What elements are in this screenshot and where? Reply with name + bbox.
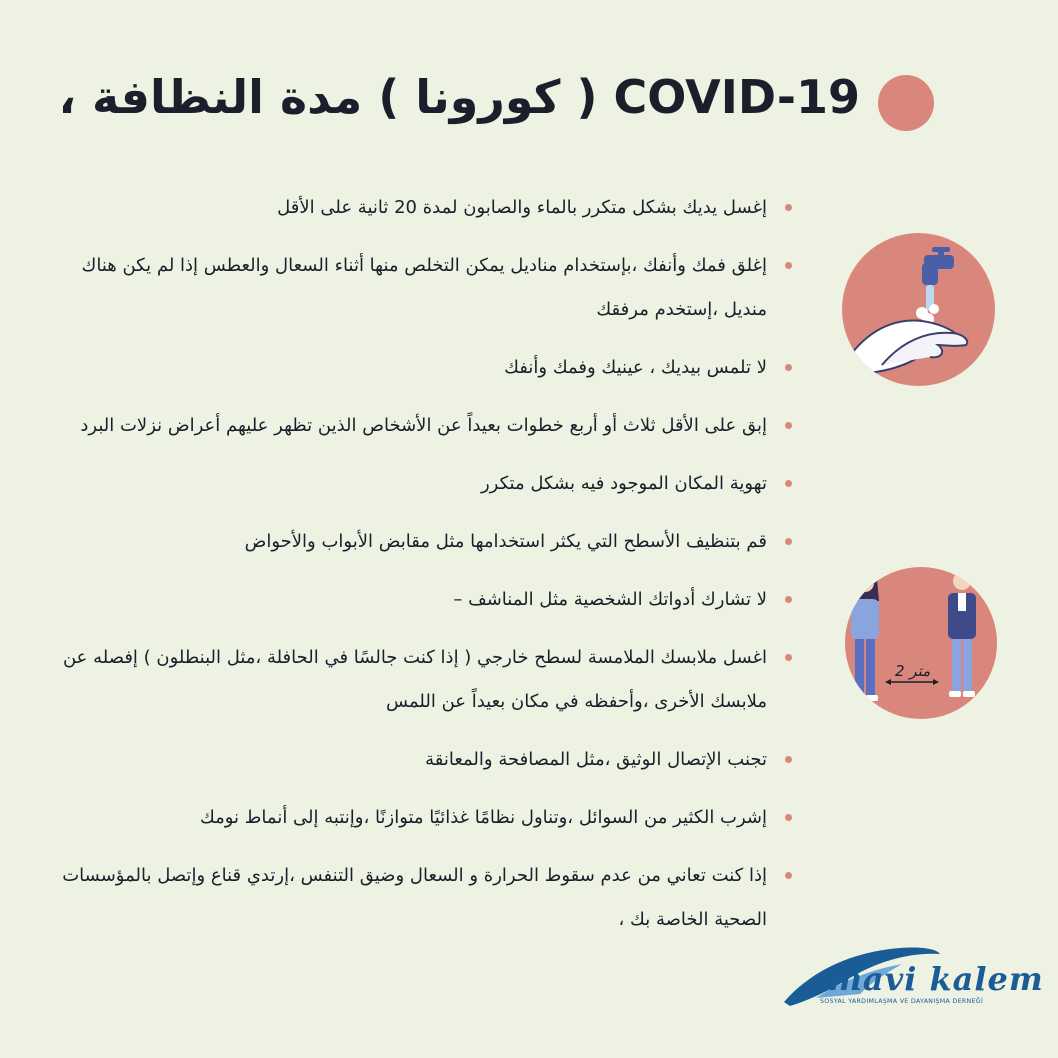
hygiene-tips-list: [60, 186, 795, 942]
logo-subtitle: SOSYAL YARDIMLAŞMA VE DAYANIŞMA DERNEĞİ: [820, 998, 984, 1005]
distance-label: 2 متر: [895, 662, 931, 680]
logo-name: mavi kalem: [828, 960, 1044, 998]
tip-item: إغلق فمك وأنفك ،بإستخدام مناديل يمكن التخلص منها أثناء السعال والعطس إذا لم يكن هناك منديل ،إستخدم مرفقك: [60, 244, 795, 332]
tip-item: إبق على الأقل ثلاث أو أربع خطوات بعيداً عن الأشخاص الذين تظهر عليهم أعراض نزلات البرد: [60, 404, 795, 448]
title-bullet-dot: [878, 75, 934, 131]
tip-item: إغسل يديك بشكل متكرر بالماء والصابون لمدة 20 ثانية على الأقل: [60, 186, 795, 230]
faucet-hands-icon: [842, 233, 995, 386]
social-distance-illustration: [845, 567, 997, 719]
two-people-distance-icon: [845, 567, 997, 719]
tip-item: لا تشارك أدواتك الشخصية مثل المناشف –: [60, 578, 795, 622]
tip-item: تجنب الإتصال الوثيق ،مثل المصافحة والمعانقة: [60, 738, 795, 782]
tip-item: لا تلمس بيديك ، عينيك وفمك وأنفك: [60, 346, 795, 390]
tip-item: تهوية المكان الموجود فيه بشكل متكرر: [60, 462, 795, 506]
tip-item: قم بتنظيف الأسطح التي يكثر استخدامها مثل مقابض الأبواب والأحواض: [60, 520, 795, 564]
tip-item: إشرب الكثير من السوائل ،وتناول نظامًا غذائيًا متوازنًا ،وإنتبه إلى أنماط نومك: [60, 796, 795, 840]
tip-item: اغسل ملابسك الملامسة لسطح خارجي ( إذا كنت جالسًا في الحافلة ،مثل البنطلون ) إفصله عن ملابسك الأخرى ،وأحفظه في مكان بعيداً عن اللمس: [60, 636, 795, 724]
handwashing-illustration: [842, 233, 995, 386]
page-title: COVID-19 ( كورونا ) مدة النظافة ،: [58, 70, 860, 124]
tip-item: إذا كنت تعاني من عدم سقوط الحرارة و السعال وضيق التنفس ،إرتدي قناع وإتصل بالمؤسسات الصحية الخاصة بك ،: [60, 854, 795, 942]
